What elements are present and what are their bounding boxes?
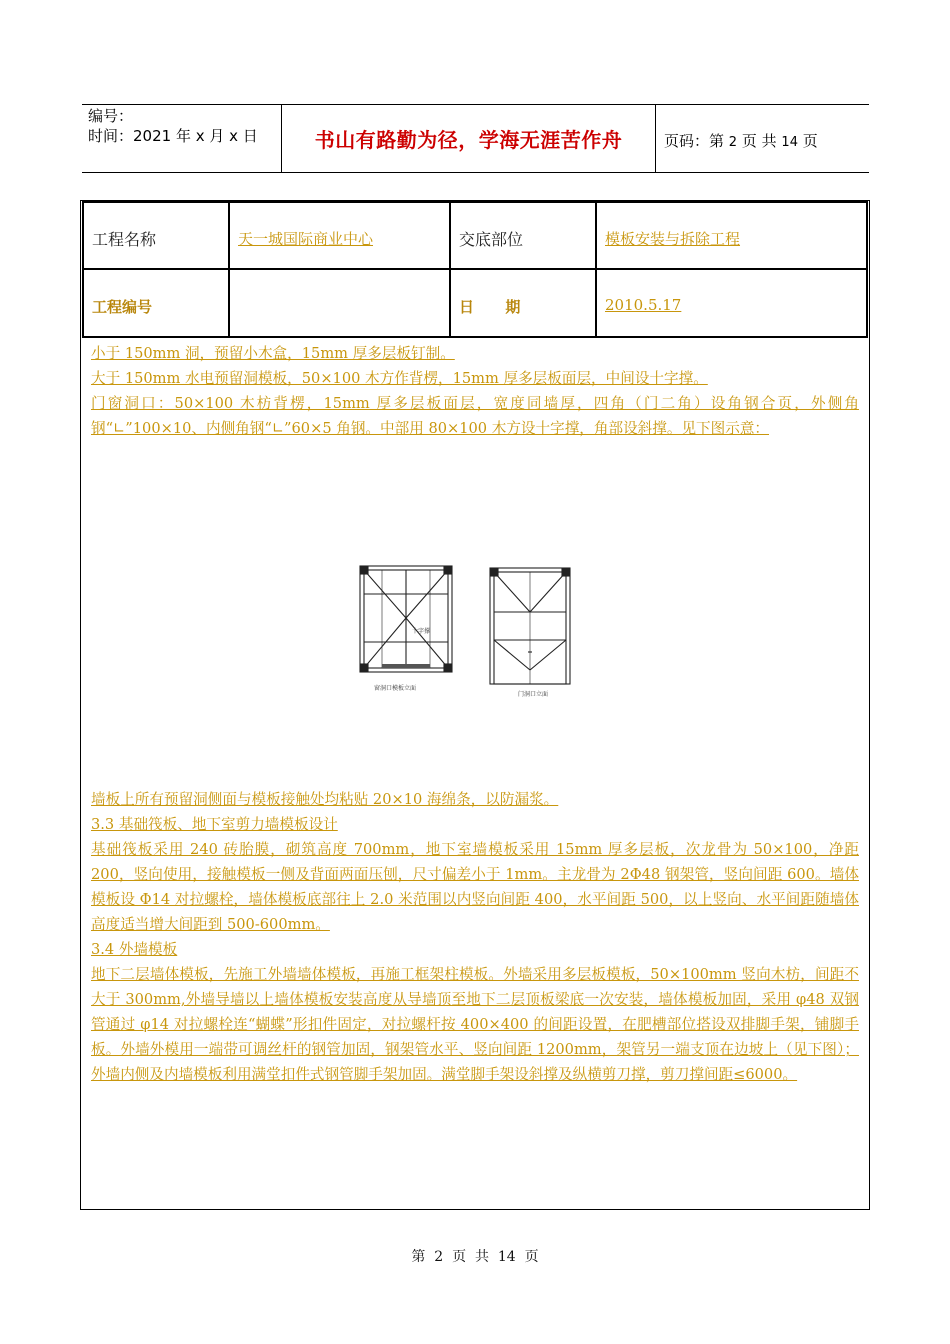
body-paragraph: 地下二层墙体模板，先施工外墙墙体模板，再施工框架柱模板。外墙采用多层板模板，50×100mm 竖向木枋，间距不大于 300mm,外墙导墙以上墙体模板安装高度从导墙顶至地下二层顶板梁底一次安装，墙体模板加固，采用 φ48 双钢管通过 φ14 对拉螺栓连“蝴蝶”形扣件固定，对拉螺杆按 400×400 的间距设置，在肥槽部位搭设双排脚手架，铺脚手板。外墙外模用一端带可调丝杆的钢管加固，钢架管水平、竖向间距 1200mm，架管另一端支顶在边坡上（见下图）；外墙内侧及内墙模板利用满堂扣件式钢管脚手架加固。满堂脚手架设斜撑及纵横剪刀撑，剪刀撑间距≤6000。 xyxy=(91,966,859,1083)
section-heading: 3.4 外墙模板 xyxy=(91,941,178,958)
cross-brace-label: 十字撑 xyxy=(412,628,431,635)
doc-number-label: 编号： xyxy=(88,107,134,125)
disclosure-part-label: 交底部位 xyxy=(459,230,524,249)
page-footer: 第 2 页 共 14 页 xyxy=(411,1249,539,1265)
table-rule-bottom xyxy=(82,336,868,338)
door-opening-elevation xyxy=(490,568,570,684)
table-col-4 xyxy=(866,202,868,338)
page-prefix: 页码：第 xyxy=(664,132,725,150)
page-mid: 页 共 xyxy=(741,132,777,150)
body-paragraph: 基础筏板采用 240 砖胎膜，砌筑高度 700mm，地下室墙模板采用 15mm 厚多层板，次龙骨为 50×100，净距 200，竖向使用，接触模板一侧及背面两面压刨，尺寸偏差小于 1mm。主龙骨为 2Φ48 钢架管，竖向间距 600。墙体模板设 Φ14 对拉螺栓，墙体模板底部往上 2.0 米范围以内竖向间距 400，水平间距 500，以上竖向、水平间距随墙体高度适当增大间距到 500-600mm。 xyxy=(91,841,859,933)
doc-time-label: 时间：2021 年 x 月 x 日 xyxy=(88,127,258,145)
header-top-rule xyxy=(82,104,869,105)
door-figure-caption: 门洞口立面 xyxy=(518,691,549,698)
body-paragraph: 墙板上所有预留洞侧面与模板接触处均粘贴 20×10 海绵条，以防漏浆。 xyxy=(91,791,559,808)
body-paragraph: 大于 150mm 水电预留洞模板，50×100 木方作背楞，15mm 厚多层板面层，中间设十字撑。 xyxy=(91,370,708,387)
page-number: 2 xyxy=(728,135,738,150)
header-divider-1 xyxy=(281,104,282,172)
header-meta xyxy=(88,106,258,146)
header-bottom-rule xyxy=(82,172,869,173)
header-page-indicator xyxy=(664,130,818,151)
body-section-openings xyxy=(91,341,859,441)
page-suffix: 页 xyxy=(802,132,818,150)
date-value: 2010.5.17 xyxy=(605,296,682,314)
date-label: 日 期 xyxy=(459,298,521,316)
window-opening-elevation xyxy=(360,566,452,672)
table-col-2 xyxy=(449,202,451,338)
body-paragraph: 门窗洞口：50×100 木枋背楞，15mm 厚多层板面层，宽度同墙厚，四角（门二角）设角钢合页，外侧角钢“∟”100×10、内侧角钢“∟”60×5 角钢。中部用 80×100 木方设十字撑，角部设斜撑。见下图示意： xyxy=(91,395,859,437)
section-heading: 3.3 基础筏板、地下室剪力墙模板设计 xyxy=(91,816,338,833)
project-name-value: 天一城国际商业中心 xyxy=(238,230,374,248)
body-paragraph: 小于 150mm 洞，预留小木盒，15mm 厚多层板钉制。 xyxy=(91,345,455,362)
table-rule-mid xyxy=(82,268,868,270)
header-divider-2 xyxy=(655,104,656,172)
opening-formwork-figure xyxy=(352,560,582,705)
project-name-label: 工程名称 xyxy=(92,230,157,249)
window-figure-caption: 窗洞口模板立面 xyxy=(374,685,417,692)
header-motto: 书山有路勤为径，学海无涯苦作舟 xyxy=(314,128,623,152)
project-no-label: 工程编号 xyxy=(92,298,153,316)
table-col-3 xyxy=(595,202,597,338)
page-total: 14 xyxy=(781,135,798,150)
body-section-walls xyxy=(91,787,859,1087)
table-col-1 xyxy=(228,202,230,338)
table-rule-top xyxy=(82,201,868,203)
disclosure-part-value: 模板安装与拆除工程 xyxy=(605,230,741,248)
table-col-0 xyxy=(82,202,84,338)
